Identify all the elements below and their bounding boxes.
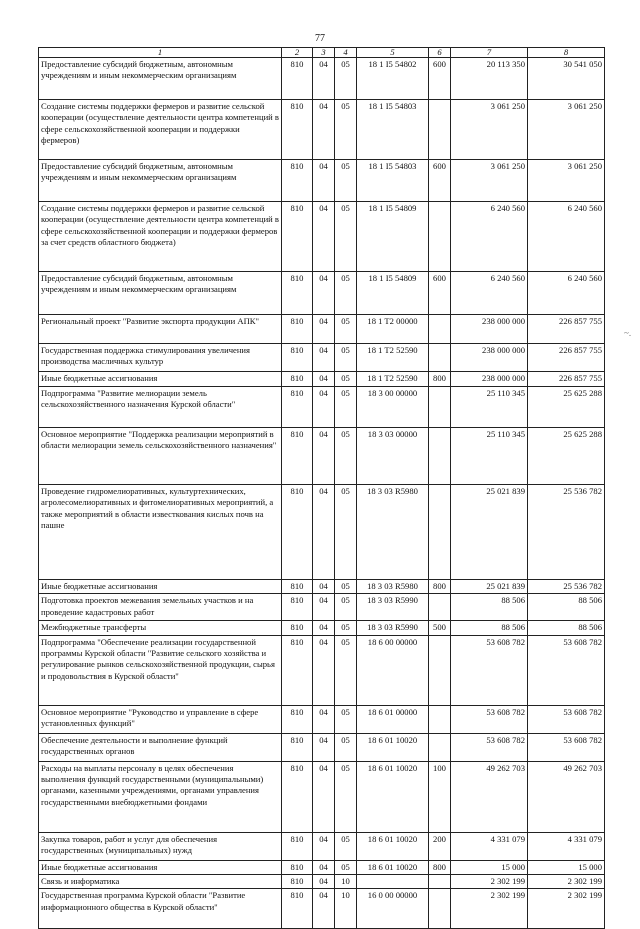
- row-amount-year2: 53 608 782: [528, 635, 605, 705]
- row-amount-year2: 226 857 755: [528, 344, 605, 372]
- row-subsection: 05: [335, 315, 357, 344]
- row-ministry-code: 810: [282, 705, 313, 733]
- row-ministry-code: 810: [282, 372, 313, 387]
- row-section: 04: [313, 160, 335, 202]
- row-ministry-code: 810: [282, 272, 313, 315]
- row-target-article: 18 6 00 00000: [357, 635, 429, 705]
- row-name: Предоставление субсидий бюджетным, автономным учреждениям и иным некоммерческим организациям: [39, 160, 282, 202]
- row-section: 04: [313, 733, 335, 761]
- row-amount-year1: 238 000 000: [451, 315, 528, 344]
- row-section: 04: [313, 202, 335, 272]
- row-ministry-code: 810: [282, 580, 313, 594]
- row-amount-year1: 20 113 350: [451, 58, 528, 100]
- row-amount-year1: 88 506: [451, 621, 528, 635]
- row-subsection: 05: [335, 761, 357, 832]
- row-section: 04: [313, 315, 335, 344]
- row-ministry-code: 810: [282, 733, 313, 761]
- table-header-row: [39, 48, 605, 58]
- row-name: Основное мероприятие "Руководство и управление в сфере установленных функций": [39, 705, 282, 733]
- header-col-8: 8: [528, 48, 605, 58]
- row-name: Создание системы поддержки фермеров и развитие сельской кооперации (осуществление деятельности центра компетенций в сфере сельскохозяйственной кооперации и поддержки фермеров за счет средств областного бюджета): [39, 202, 282, 272]
- row-subsection: 10: [335, 889, 357, 929]
- header-col-7: 7: [451, 48, 528, 58]
- header-col-3: 3: [313, 48, 335, 58]
- row-ministry-code: 810: [282, 860, 313, 874]
- row-target-article: 18 1 I5 54809: [357, 202, 429, 272]
- row-ministry-code: 810: [282, 635, 313, 705]
- row-amount-year2: 6 240 560: [528, 202, 605, 272]
- row-target-article: 18 6 01 10020: [357, 733, 429, 761]
- row-subsection: 05: [335, 580, 357, 594]
- row-section: 04: [313, 387, 335, 428]
- row-target-article: 18 3 00 00000: [357, 387, 429, 428]
- row-name: Основное мероприятие "Поддержка реализации мероприятий в области мелиорации земель сельскохозяйственного назначения": [39, 428, 282, 485]
- row-name: Создание системы поддержки фермеров и развитие сельской кооперации (осуществление деятельности центра компетенций в сфере сельскохозяйственной кооперации и поддержки фермеров): [39, 100, 282, 160]
- row-subsection: 05: [335, 621, 357, 635]
- row-expense-type: [429, 889, 451, 929]
- row-ministry-code: 810: [282, 889, 313, 929]
- row-ministry-code: 810: [282, 832, 313, 860]
- row-subsection: 05: [335, 372, 357, 387]
- header-col-4: 4: [335, 48, 357, 58]
- row-subsection: 05: [335, 58, 357, 100]
- table-row: [39, 733, 605, 761]
- table-row: [39, 860, 605, 874]
- row-section: 04: [313, 705, 335, 733]
- table-row: [39, 580, 605, 594]
- row-expense-type: [429, 428, 451, 485]
- row-target-article: 18 6 01 00000: [357, 705, 429, 733]
- row-amount-year2: 88 506: [528, 621, 605, 635]
- table-row: [39, 635, 605, 705]
- row-target-article: 18 1 T2 52590: [357, 372, 429, 387]
- row-amount-year1: 49 262 703: [451, 761, 528, 832]
- table-row: [39, 761, 605, 832]
- row-expense-type: [429, 875, 451, 889]
- table-row: [39, 705, 605, 733]
- row-section: 04: [313, 272, 335, 315]
- row-target-article: 18 6 01 10020: [357, 832, 429, 860]
- row-name: Иные бюджетные ассигнования: [39, 860, 282, 874]
- row-target-article: 18 3 03 00000: [357, 428, 429, 485]
- row-section: 04: [313, 428, 335, 485]
- row-amount-year2: 226 857 755: [528, 315, 605, 344]
- row-name: Предоставление субсидий бюджетным, автономным учреждениям и иным некоммерческим организациям: [39, 58, 282, 100]
- row-ministry-code: 810: [282, 160, 313, 202]
- row-ministry-code: 810: [282, 100, 313, 160]
- row-section: 04: [313, 594, 335, 621]
- row-subsection: 05: [335, 832, 357, 860]
- row-name: Подготовка проектов межевания земельных участков и на проведение кадастровых работ: [39, 594, 282, 621]
- row-subsection: 05: [335, 387, 357, 428]
- row-amount-year1: 25 021 839: [451, 580, 528, 594]
- row-name: Государственная программа Курской области "Развитие информационного общества в Курской области": [39, 889, 282, 929]
- row-ministry-code: 810: [282, 875, 313, 889]
- row-target-article: 18 1 I5 54803: [357, 160, 429, 202]
- row-subsection: 05: [335, 705, 357, 733]
- table-row: [39, 875, 605, 889]
- row-section: 04: [313, 580, 335, 594]
- row-section: 04: [313, 372, 335, 387]
- row-target-article: 18 3 03 R5990: [357, 594, 429, 621]
- row-target-article: 18 3 03 R5980: [357, 485, 429, 580]
- row-subsection: 05: [335, 160, 357, 202]
- row-amount-year1: 53 608 782: [451, 733, 528, 761]
- row-name: Региональный проект "Развитие экспорта продукции АПК": [39, 315, 282, 344]
- row-ministry-code: 810: [282, 485, 313, 580]
- row-expense-type: 600: [429, 272, 451, 315]
- row-ministry-code: 810: [282, 202, 313, 272]
- row-subsection: 05: [335, 202, 357, 272]
- row-expense-type: [429, 100, 451, 160]
- row-subsection: 05: [335, 860, 357, 874]
- table-row: [39, 202, 605, 272]
- table-row: [39, 621, 605, 635]
- row-amount-year1: 3 061 250: [451, 100, 528, 160]
- row-subsection: 05: [335, 485, 357, 580]
- row-amount-year2: 2 302 199: [528, 875, 605, 889]
- row-section: 04: [313, 761, 335, 832]
- row-ministry-code: 810: [282, 761, 313, 832]
- row-ministry-code: 810: [282, 344, 313, 372]
- row-section: 04: [313, 860, 335, 874]
- row-expense-type: 800: [429, 580, 451, 594]
- header-col-6: 6: [429, 48, 451, 58]
- row-ministry-code: 810: [282, 387, 313, 428]
- row-expense-type: [429, 733, 451, 761]
- row-expense-type: 800: [429, 860, 451, 874]
- row-amount-year2: 25 536 782: [528, 485, 605, 580]
- row-subsection: 05: [335, 594, 357, 621]
- row-target-article: 18 1 I5 54809: [357, 272, 429, 315]
- row-section: 04: [313, 889, 335, 929]
- row-expense-type: [429, 635, 451, 705]
- row-expense-type: 200: [429, 832, 451, 860]
- row-amount-year1: 53 608 782: [451, 705, 528, 733]
- header-col-1: 1: [39, 48, 282, 58]
- row-target-article: [357, 875, 429, 889]
- row-expense-type: [429, 202, 451, 272]
- table-row: [39, 387, 605, 428]
- row-amount-year1: 53 608 782: [451, 635, 528, 705]
- row-amount-year2: 25 625 288: [528, 387, 605, 428]
- table-row: [39, 428, 605, 485]
- row-amount-year2: 15 000: [528, 860, 605, 874]
- row-ministry-code: 810: [282, 621, 313, 635]
- row-target-article: 18 1 T2 00000: [357, 315, 429, 344]
- row-amount-year1: 25 021 839: [451, 485, 528, 580]
- row-expense-type: 100: [429, 761, 451, 832]
- row-section: 04: [313, 635, 335, 705]
- row-expense-type: [429, 387, 451, 428]
- row-name: Закупка товаров, работ и услуг для обеспечения государственных (муниципальных) нужд: [39, 832, 282, 860]
- row-amount-year1: 6 240 560: [451, 202, 528, 272]
- row-section: 04: [313, 621, 335, 635]
- table-row: [39, 832, 605, 860]
- row-expense-type: [429, 705, 451, 733]
- row-section: 04: [313, 485, 335, 580]
- table-row: [39, 315, 605, 344]
- row-expense-type: 500: [429, 621, 451, 635]
- row-amount-year2: 25 625 288: [528, 428, 605, 485]
- row-name: Подпрограмма "Развитие мелиорации земель сельскохозяйственного назначения Курской области": [39, 387, 282, 428]
- row-name: Проведение гидромелиоративных, культуртехнических, агролесомелиоративных и фитомелиоративных мероприятий, а также мероприятий в области известкования кислых почв на пашне: [39, 485, 282, 580]
- row-amount-year2: 30 541 050: [528, 58, 605, 100]
- row-ministry-code: 810: [282, 58, 313, 100]
- row-expense-type: [429, 594, 451, 621]
- row-amount-year1: 88 506: [451, 594, 528, 621]
- row-amount-year2: 226 857 755: [528, 372, 605, 387]
- row-target-article: 18 1 T2 52590: [357, 344, 429, 372]
- table-row: [39, 160, 605, 202]
- row-amount-year1: 25 110 345: [451, 428, 528, 485]
- row-section: 04: [313, 58, 335, 100]
- row-amount-year2: 25 536 782: [528, 580, 605, 594]
- table-row: [39, 58, 605, 100]
- budget-table: [38, 47, 605, 929]
- row-amount-year1: 238 000 000: [451, 344, 528, 372]
- row-amount-year2: 3 061 250: [528, 160, 605, 202]
- row-amount-year1: 15 000: [451, 860, 528, 874]
- row-ministry-code: 810: [282, 594, 313, 621]
- row-name: Иные бюджетные ассигнования: [39, 372, 282, 387]
- row-target-article: 18 3 03 R5980: [357, 580, 429, 594]
- table-row: [39, 372, 605, 387]
- row-amount-year2: 2 302 199: [528, 889, 605, 929]
- margin-mark: ~.: [624, 328, 632, 338]
- table-row: [39, 485, 605, 580]
- table-row: [39, 272, 605, 315]
- row-subsection: 10: [335, 875, 357, 889]
- row-amount-year1: 3 061 250: [451, 160, 528, 202]
- row-amount-year2: 6 240 560: [528, 272, 605, 315]
- row-amount-year2: 88 506: [528, 594, 605, 621]
- row-target-article: 16 0 00 00000: [357, 889, 429, 929]
- row-name: Подпрограмма "Обеспечение реализации государственной программы Курской области "Развитие сельского хозяйства и регулирование рынков сельскохозяйственной продукции, сырья и продовольствия в Курской области": [39, 635, 282, 705]
- row-name: Расходы на выплаты персоналу в целях обеспечения выполнения функций государственными (муниципальными) органами, казенными учреждениями, органами управления государственными внебюджетными фондами: [39, 761, 282, 832]
- row-target-article: 18 6 01 10020: [357, 860, 429, 874]
- row-subsection: 05: [335, 733, 357, 761]
- row-target-article: 18 3 03 R5990: [357, 621, 429, 635]
- row-amount-year2: 53 608 782: [528, 705, 605, 733]
- row-amount-year1: 4 331 079: [451, 832, 528, 860]
- header-col-5: 5: [357, 48, 429, 58]
- row-name: Предоставление субсидий бюджетным, автономным учреждениям и иным некоммерческим организациям: [39, 272, 282, 315]
- row-amount-year1: 25 110 345: [451, 387, 528, 428]
- header-col-2: 2: [282, 48, 313, 58]
- row-subsection: 05: [335, 272, 357, 315]
- table-row: [39, 889, 605, 929]
- row-amount-year2: 49 262 703: [528, 761, 605, 832]
- row-section: 04: [313, 832, 335, 860]
- row-expense-type: 600: [429, 160, 451, 202]
- row-ministry-code: 810: [282, 428, 313, 485]
- row-amount-year1: 2 302 199: [451, 875, 528, 889]
- row-section: 04: [313, 344, 335, 372]
- row-subsection: 05: [335, 428, 357, 485]
- row-section: 04: [313, 100, 335, 160]
- row-amount-year2: 4 331 079: [528, 832, 605, 860]
- row-expense-type: 600: [429, 58, 451, 100]
- row-expense-type: 800: [429, 372, 451, 387]
- row-expense-type: [429, 344, 451, 372]
- row-amount-year1: 6 240 560: [451, 272, 528, 315]
- row-expense-type: [429, 485, 451, 580]
- row-amount-year2: 53 608 782: [528, 733, 605, 761]
- row-target-article: 18 1 I5 54802: [357, 58, 429, 100]
- row-subsection: 05: [335, 100, 357, 160]
- page-number: 77: [315, 33, 325, 44]
- row-target-article: 18 1 I5 54803: [357, 100, 429, 160]
- row-section: 04: [313, 875, 335, 889]
- row-ministry-code: 810: [282, 315, 313, 344]
- row-amount-year1: 2 302 199: [451, 889, 528, 929]
- row-name: Связь и информатика: [39, 875, 282, 889]
- table-row: [39, 594, 605, 621]
- row-amount-year2: 3 061 250: [528, 100, 605, 160]
- row-expense-type: [429, 315, 451, 344]
- table-row: [39, 344, 605, 372]
- row-target-article: 18 6 01 10020: [357, 761, 429, 832]
- row-name: Иные бюджетные ассигнования: [39, 580, 282, 594]
- row-name: Государственная поддержка стимулирования увеличения производства масличных культур: [39, 344, 282, 372]
- row-name: Межбюджетные трансферты: [39, 621, 282, 635]
- row-amount-year1: 238 000 000: [451, 372, 528, 387]
- row-name: Обеспечение деятельности и выполнение функций государственных органов: [39, 733, 282, 761]
- row-subsection: 05: [335, 635, 357, 705]
- row-subsection: 05: [335, 344, 357, 372]
- table-row: [39, 100, 605, 160]
